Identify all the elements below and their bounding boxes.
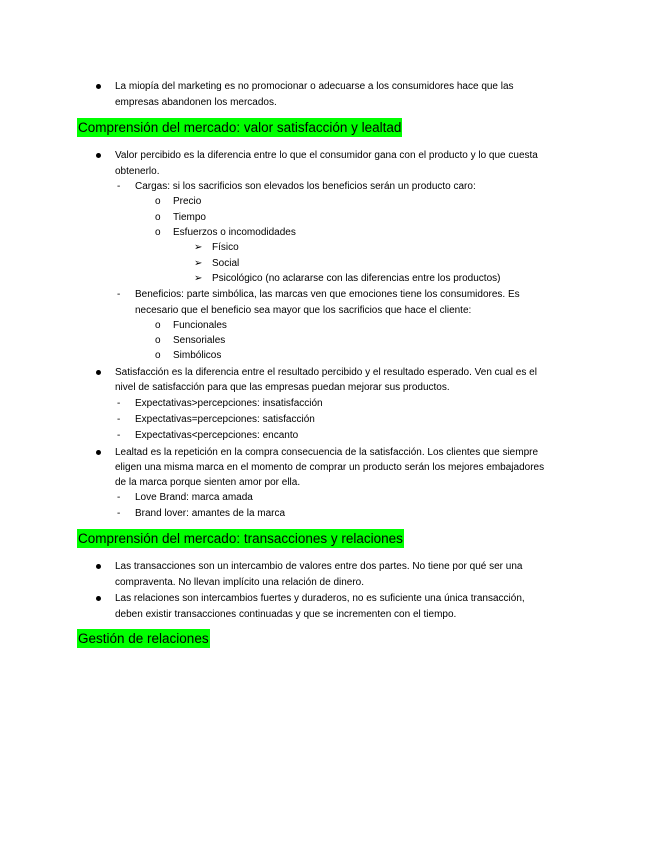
section-heading: Comprensión del mercado: valor satisfacción y lealtad [78, 120, 402, 135]
section-heading: Comprensión del mercado: transacciones y relaciones [78, 531, 403, 546]
circle-marker: o [155, 335, 161, 346]
list-item: Expectativas=percepciones: satisfacción [135, 414, 315, 425]
list-item: Esfuerzos o incomodidades [173, 227, 296, 238]
dash-marker: - [117, 492, 121, 503]
bullet-icon [96, 560, 101, 569]
dash-marker: - [117, 398, 121, 409]
circle-marker: o [155, 227, 161, 238]
list-item: Expectativas>percepciones: insatisfacción [135, 398, 323, 409]
dash-marker: - [117, 289, 121, 300]
list-item: Social [212, 258, 240, 269]
dash-marker: - [117, 181, 121, 192]
paragraph-line: Las relaciones son intercambios fuertes y duraderos, no es suficiente una única transacción, [115, 593, 525, 604]
list-item: Simbólicos [173, 350, 222, 361]
circle-marker: o [155, 212, 161, 223]
dash-marker: - [117, 508, 121, 519]
dash-marker: - [117, 414, 121, 425]
paragraph-line: nivel de satisfacción para que las empresas puedan mejorar sus productos. [115, 382, 450, 393]
list-item: Expectativas<percepciones: encanto [135, 430, 299, 441]
paragraph-line: de la marca porque sienten amor por ella. [115, 477, 301, 488]
paragraph-line: Las transacciones son un intercambio de valores entre dos partes. No tiene por qué ser una [115, 561, 523, 572]
paragraph-line: La miopía del marketing es no promocionar o adecuarse a los consumidores hace que las [115, 81, 514, 92]
paragraph-line: Lealtad es la repetición en la compra consecuencia de la satisfacción. Los clientes que siempre [115, 447, 539, 458]
circle-marker: o [155, 196, 161, 207]
circle-marker: o [155, 320, 161, 331]
bullet-icon [96, 80, 101, 89]
list-item: Sensoriales [173, 335, 226, 346]
list-item: Funcionales [173, 320, 227, 331]
paragraph-line: Valor percibido es la diferencia entre lo que el consumidor gana con el producto y lo que cuesta [115, 150, 538, 161]
section-heading: Gestión de relaciones [78, 631, 209, 646]
list-item: Precio [173, 196, 202, 207]
list-item: Psicológico (no aclararse con las diferencias entre los productos) [212, 273, 501, 284]
list-item: Beneficios: parte simbólica, las marcas ven que emociones tiene los consumidores. Es [135, 289, 520, 300]
list-item: Brand lover: amantes de la marca [135, 508, 286, 519]
list-item: Físico [212, 242, 239, 253]
paragraph-line: eligen una misma marca en el momento de comprar un producto serán los mejores embajadores [115, 462, 545, 473]
list-item: Love Brand: marca amada [135, 492, 253, 503]
bullet-icon [96, 592, 101, 601]
arrow-icon: ➢ [194, 242, 203, 253]
arrow-icon: ➢ [194, 258, 203, 269]
bullet-icon [96, 149, 101, 158]
list-item: Cargas: si los sacrificios son elevados los beneficios serán un producto caro: [135, 181, 476, 192]
bullet-icon [96, 446, 101, 455]
dash-marker: - [117, 430, 121, 441]
bullet-icon [96, 366, 101, 375]
paragraph-line: empresas abandonen los mercados. [115, 97, 277, 108]
arrow-icon: ➢ [194, 273, 203, 284]
paragraph-line: compraventa. No llevan implícito una relación de dinero. [115, 577, 365, 588]
list-item: necesario que el beneficio sea mayor que los sacrificios que hace el cliente: [135, 305, 472, 316]
paragraph-line: deben existir transacciones continuadas y que se incrementen con el tiempo. [115, 609, 457, 620]
circle-marker: o [155, 350, 161, 361]
list-item: Tiempo [173, 212, 206, 223]
paragraph-line: obtenerlo. [115, 166, 160, 177]
paragraph-line: Satisfacción es la diferencia entre el resultado percibido y el resultado esperado. Ven cual es el [115, 367, 537, 378]
